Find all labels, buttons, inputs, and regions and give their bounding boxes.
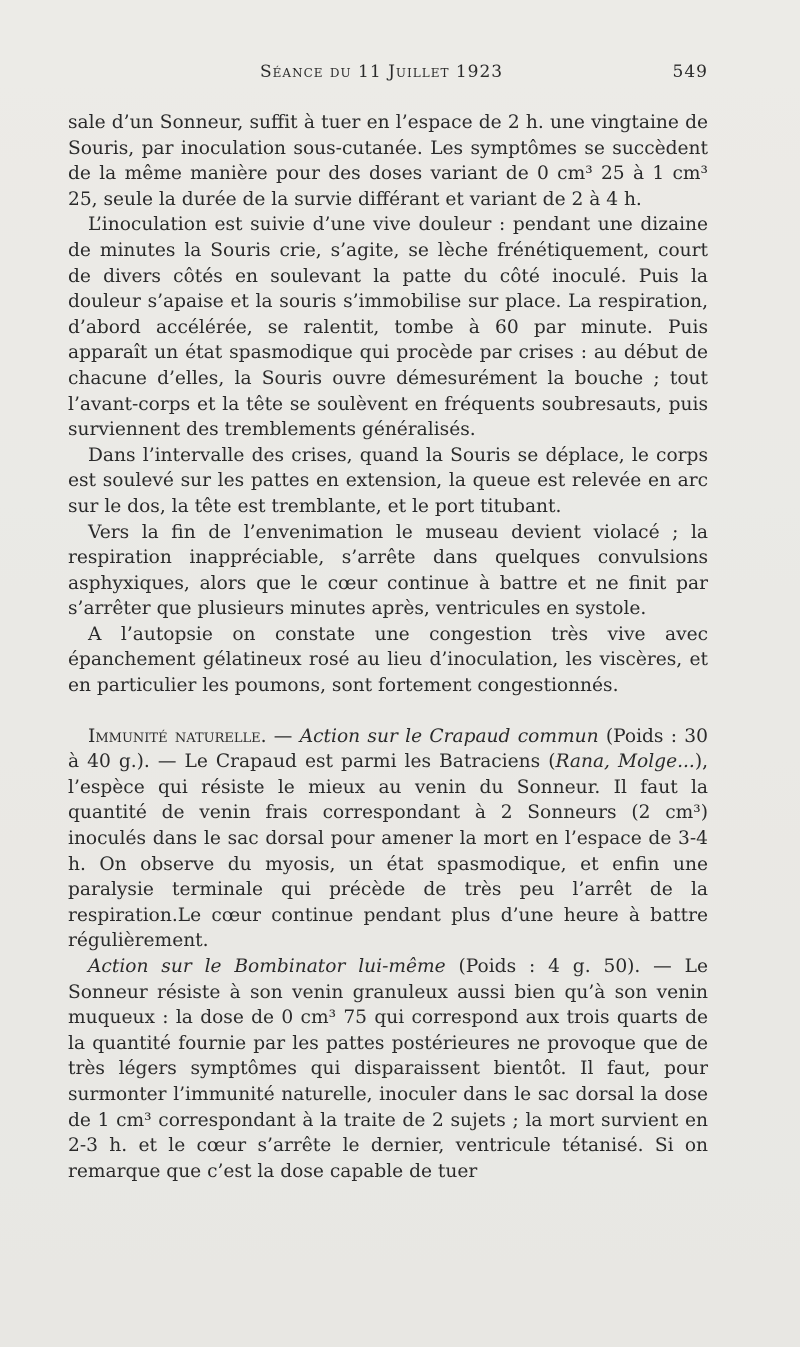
toad-title: Action sur le Crapaud commun: [299, 725, 599, 747]
paragraph-3: Dans l’intervalle des crises, quand la Souris se déplace, le corps est soulevé sur les pattes en extension, la queue est relevée en arc sur le dos, la tête est tremblante, et le port titubant.: [68, 444, 708, 517]
bombinator-paragraph: [68, 954, 708, 1184]
immunity-paragraph: [68, 724, 708, 954]
paragraph-2: L’inoculation est suivie d’une vive douleur : pendant une dizaine de minutes la Souris crie, s’agite, se lèche frénétiquement, court de divers côtés en soulevant la patte du côté inoculé. Puis la douleur s’apaise et la souris s’immobilise sur place. La respiration, d’abord accélérée, se ralentit, tombe à 60 par minute. Puis apparaît un état spasmodique qui procède par crises : au début de chacune d’elles, la Souris ouvre démesurément la bouche ; tout l’avant-corps et la tête se soulèvent en fréquents soubresauts, puis surviennent des tremblements généralisés.: [68, 214, 708, 441]
page-number: 549: [672, 62, 708, 82]
heading-dash: —: [266, 725, 300, 747]
section-heading: Immunité naturelle.: [88, 725, 267, 747]
bombinator-text: (Poids : 4 g. 50). — Le Sonneur résiste à son venin granuleux aussi bien qu’à son venin muqueux : la dose de 0 cm³ 75 qui correspond aux trois quarts de la quantité fournie par les pattes postérieures ne provoque que de très légers symptômes qui disparaissent bientôt. Il faut, pour surmonter l’immunité naturelle, inoculer dans le sac dorsal la dose de 1 cm³ correspondant à la traite de 2 sujets ; la mort survient en 2-3 h. et le cœur s’arrête le dernier, ventricule tétanisé. Si on remarque que c’est la dose capable de tuer: [68, 956, 708, 1182]
body-text: [68, 110, 708, 1184]
paragraph-4: Vers la fin de l’envenimation le museau devient violacé ; la respiration inappréciable, s’arrête dans quelques convulsions asphyxiques, alors que le cœur continue à battre et ne finit par s’arrêter que plusieurs minutes après, ventricules en systole.: [68, 521, 708, 620]
running-head: Séance du 11 Juillet 1923: [260, 62, 504, 82]
toad-weight: (Poids : 30 à 40 g.). — Le Crapaud est parmi les Batraciens (: [68, 725, 708, 773]
toad-text: ), l’espèce qui résiste le mieux au venin du Sonneur. Il faut la quantité de venin frais correspondant à 2 Sonneurs (2 cm³) inoculés dans le sac dorsal pour amener la mort en l’espace de 3-4 h. On observe du myosis, un état spasmodique, et enfin une paralysie terminale qui précède de très peu l’arrêt de la respiration.Le cœur continue pendant plus d’une heure à battre régulièrement.: [68, 751, 708, 952]
paragraph-5: A l’autopsie on constate une congestion très vive avec épanchement gélatineux rosé au lieu d’inoculation, les viscères, et en particulier les poumons, sont fortement congestionnés.: [68, 623, 708, 697]
paragraph-1: sale d’un Sonneur, suffit à tuer en l’espace de 2 h. une vingtaine de Souris, par inoculation sous-cutanée. Les symptômes se succèdent de la même manière pour des doses variant de 0 cm³ 25 à 1 cm³ 25, seule la durée de la survie différant et variant de 2 à 4 h.: [68, 112, 708, 210]
bombinator-title: Action sur le Bombinator lui-même: [88, 956, 446, 977]
toad-genera: Rana, Molge...: [555, 751, 695, 773]
